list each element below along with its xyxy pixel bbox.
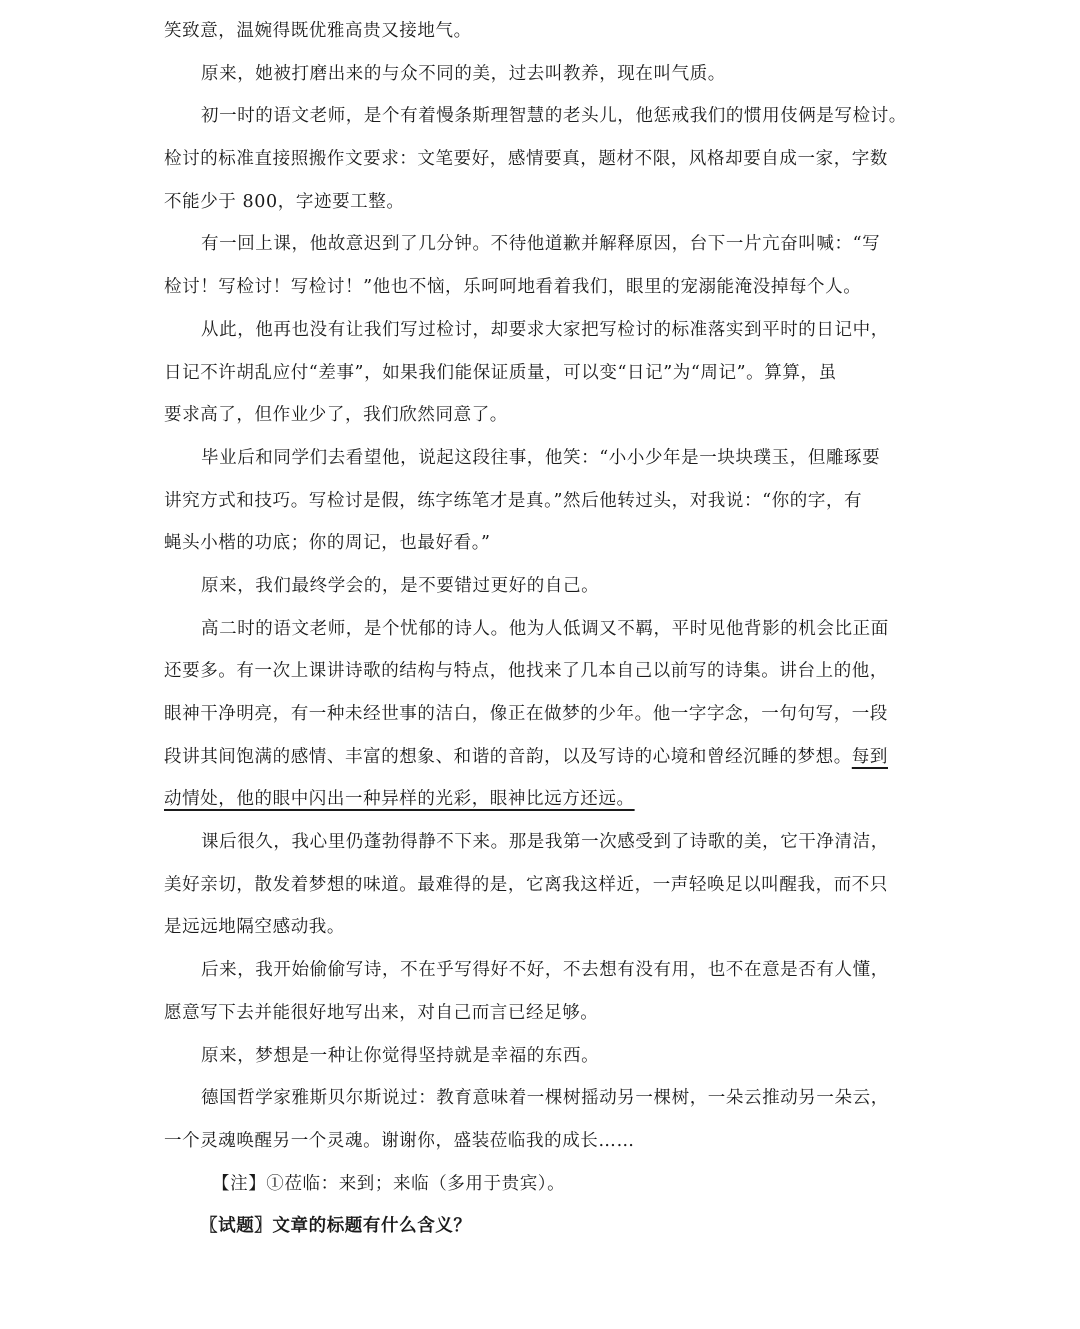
text-line: 一个灵魂唤醒另一个灵魂。谢谢你，盛装莅临我的成长……	[164, 1130, 635, 1151]
text-line: 讲究方式和技巧。写检讨是假，练字练笔才是真。”然后他转过头，对我说：“你的字，有	[164, 490, 863, 511]
text-line: 美好亲切，散发着梦想的味道。最难得的是，它离我这样近，一声轻唤足以叫醒我，而不只	[164, 874, 888, 895]
text-line: 笑致意，温婉得既优雅高贵又接地气。	[164, 21, 472, 41]
text-line: 检讨的标准直接照搬作文要求：文笔要好，感情要真，题材不限，风格却要自成一家，字数	[164, 149, 888, 170]
underlined-sentence: 每到	[851, 746, 888, 767]
text-line: 初一时的语文老师，是个有着慢条斯理智慧的老头儿，他惩戒我们的惯用伎俩是写检讨。	[201, 106, 907, 127]
underlined-sentence: 动情处，他的眼中闪出一种异样的光彩，眼神比远方还远。	[164, 789, 635, 810]
text-line: 原来，我们最终学会的，是不要错过更好的自己。	[201, 575, 600, 596]
question-heading: 〖试题〗文章的标题有什么含义？	[200, 1216, 472, 1237]
text-line: 眼神干净明亮，有一种未经世事的洁白，像正在做梦的少年。他一字字念，一句句写，一段	[164, 704, 888, 724]
text-line: 德国哲学家雅斯贝尔斯说过：教育意味着一棵树摇动另一棵树，一朵云推动另一朵云，	[201, 1088, 889, 1109]
text-line: 原来，她被打磨出来的与众不同的美，过去叫教养，现在叫气质。	[201, 63, 726, 84]
text-line: 是远远地隔空感动我。	[164, 917, 345, 938]
text-line: 课后很久，我心里仍蓬勃得静不下来。那是我第一次感受到了诗歌的美，它干净清洁，	[201, 832, 889, 853]
text-line: 检讨！写检讨！写检讨！”他也不恼，乐呵呵地看着我们，眼里的宠溺能淹没掉每个人。	[164, 277, 862, 298]
text-line: 蝇头小楷的功底；你的周记，也最好看。”	[164, 533, 491, 554]
text-line: 有一回上课，他故意迟到了几分钟。不待他道歉并解释原因，台下一片亢奋叫喊：“写	[201, 234, 881, 255]
text-line: 日记不许胡乱应付“差事”，如果我们能保证质量，可以变“日记”为“周记”。算算，虽	[164, 362, 837, 383]
text-line: 原来，梦想是一种让你觉得坚持就是幸福的东西。	[201, 1045, 600, 1066]
document-page	[164, 10, 919, 1248]
text-segment: 段讲其间饱满的感情、丰富的想象、和谐的音韵，以及写诗的心境和曾经沉睡的梦想。	[164, 746, 852, 767]
text-line: 从此，他再也没有让我们写过检讨，却要求大家把写检讨的标准落实到平时的日记中，	[201, 319, 889, 340]
text-line: 愿意写下去并能很好地写出来，对自己而言已经足够。	[164, 1002, 599, 1023]
text-line: 毕业后和同学们去看望他，说起这段往事，他笑：“小小少年是一块块璞玉，但雕琢要	[201, 447, 881, 468]
text-line: 后来，我开始偷偷写诗，不在乎写得好不好，不去想有没有用，也不在意是否有人懂，	[201, 960, 889, 981]
footnote: 【注】①莅临：来到；来临（多用于贵宾）。	[212, 1173, 566, 1194]
text-line	[164, 736, 919, 779]
text-line: 要求高了，但作业少了，我们欣然同意了。	[164, 405, 508, 426]
text-line: 不能少于 800，字迹要工整。	[164, 191, 405, 212]
text-line: 还要多。有一次上课讲诗歌的结构与特点，他找来了几本自己以前写的诗集。讲台上的他，	[164, 661, 888, 682]
text-line: 高二时的语文老师，是个忧郁的诗人。他为人低调又不羁，平时见他背影的机会比正面	[201, 618, 889, 639]
text-line	[164, 778, 919, 821]
